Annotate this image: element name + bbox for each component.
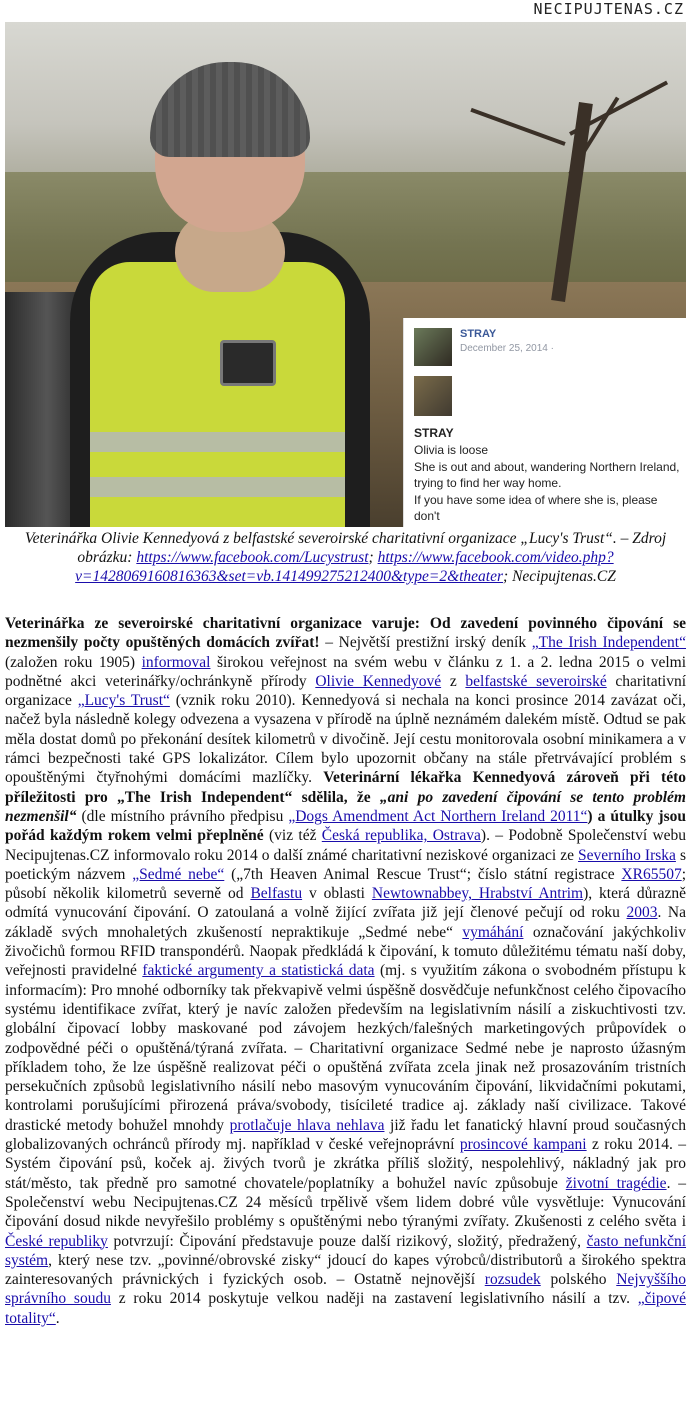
- photo-caption: [5, 529, 686, 586]
- article-text: z roku 2014 poskytuje velkou naději na zastavení legislativního násilí a tzv.: [110, 1290, 638, 1308]
- photo-vest-stripe: [90, 477, 345, 497]
- article-text: z: [441, 672, 466, 690]
- article-text: , který nese tzv. „povinné/obrovské zisky“ jdoucí do kapes výrobců/distributorů a širokého spektra zainteresovaných právnických i fyzických osob. – Ostatně nejnovější: [5, 1251, 686, 1289]
- article-text: potvrzují: Čipování představuje pouze další rizikový, složitý, předražený,: [107, 1232, 587, 1250]
- photo-gopro: [220, 340, 276, 386]
- article-text: z roku 2014. – Systém čipování psů, koček aj. živých tvorů je zkrátka příliš složitý, nespolehlivý, nákladný jak pro stát/město, tak předně pro samotné chovatele/poplatníky a bohužel navíc způsobuje: [5, 1136, 687, 1192]
- fb-line: [414, 525, 684, 528]
- article-link[interactable]: protlačuje hlava nehlava: [229, 1116, 385, 1134]
- article-text: (mj. s využitím zákona o svobodném přístupu k informacím): Pro mnohé odborníky tak překvapivě velmi úspěšně dosvědčuje nefunkčnost celého čipovacího systému identifikace zvířat, který je navíc založen především na legislativním násilí a ziskuchtivosti tzv. globální čipovací lobby maskované pod závojem hezkých/falešných marketingových průpovídek o zodpovědné péči o opuštěná/týraná zvířata. – Charitativní organizace Sedmé nebe je naprosto úžasným příkladem toho, že lze úspěšně realizovat péči o opuštěná zvířata zcela jinak než prosazováním tristních persekučních způsobů legislativního násilí nebo masovým vynucováním čipování, likvidačními pokutami, kontrolami porušujícími přirozená práva/svobody, tisícileté tradice aj. základy naší civilizace. Takové drastické metody bohužel mnohdy: [5, 962, 686, 1134]
- article-photo: [5, 22, 686, 527]
- article-text: charitativní organizace: [5, 672, 686, 710]
- article-text: . Na základě svých mnohaletých zkušeností nepraktikuje „Sedmé nebe“: [5, 904, 687, 941]
- article-text: – Největší prestižní irský deník: [319, 634, 532, 652]
- article-bold-text: Veterinářka ze severoirské charitativní organizace varuje: Od zavedení povinného čipování se nezmenšily počty opuštěných domácích zvířat!: [5, 615, 686, 652]
- article-text: („7th Heaven Animal Rescue Trust“; číslo státní registrace: [224, 865, 622, 883]
- article-text: .: [55, 1309, 60, 1327]
- article-text: (vznik roku 2010). Kennedyová si nechala na konci prosince 2014 zavázat oči, načež byla následně kolegy odvezena a vysazena v přírodě na úplně neznámém dalekém místě. Odtud se pak měla dostat domů po překonání desítek kilometrů v divočině. Její cestu monitorovala osobní minikamera a v rámci bezpečnosti také GPS lokalizátor. Cílem bylo upozornit občany na stále přetrvávající problém s opouštěnými čtyřnohými domácími mazlíčky.: [5, 692, 687, 787]
- article-link[interactable]: vymáhání: [462, 923, 524, 941]
- article-text: v oblasti: [302, 885, 372, 903]
- article-text: (viz též: [263, 827, 322, 845]
- article-link[interactable]: „čipové totality“: [5, 1290, 686, 1327]
- fb-title: STRAY: [414, 426, 454, 440]
- article-link[interactable]: „Lucy's Trust“: [77, 692, 170, 710]
- fb-thumbnail: [414, 376, 452, 416]
- photo-vest-stripe: [90, 432, 345, 452]
- fb-page-name: STRAY: [460, 328, 497, 340]
- fb-post-text: [414, 442, 684, 527]
- article-link[interactable]: „Dogs Amendment Act Northern Ireland 2011“: [288, 807, 588, 825]
- article-link[interactable]: rozsudek: [484, 1271, 541, 1289]
- article-text: ; působí několik kilometrů severně od: [5, 865, 687, 903]
- article-text: (založen roku 1905): [5, 653, 142, 671]
- article-text: polského: [540, 1271, 617, 1289]
- article-link[interactable]: Belfastu: [250, 885, 303, 903]
- article-body: [5, 614, 686, 1328]
- article-link[interactable]: XR65507: [621, 865, 682, 883]
- article-link[interactable]: Česká republika, Ostrava: [321, 827, 481, 845]
- article-text: ), která důrazně odmítá vynucování čipování. O zatoulaná a volně žijící zvířata již její členové pečují od roku: [5, 885, 686, 922]
- fb-line: trying to find her way home.: [414, 476, 562, 490]
- article-link[interactable]: prosincové kampani: [459, 1136, 587, 1154]
- article-link[interactable]: životní tragédie: [565, 1174, 667, 1192]
- photo-car: [5, 292, 75, 527]
- article-link[interactable]: „Sedmé nebe“: [132, 865, 225, 883]
- caption-link-lucystrust[interactable]: https://www.facebook.com/Lucystrust: [136, 549, 369, 566]
- article-text: označování jakýchkoliv živočichů formou RFID transpondérů. Naopak předkládá k čipování, k tomuto důležitému tématu naší doby, veřejnosti pravidelné: [5, 923, 686, 980]
- article-text: s poetickým názvem: [5, 846, 686, 883]
- facebook-post: [403, 318, 686, 527]
- article-bold-text: ) a útulky jsou pořád každým rokem velmi přeplněné: [5, 807, 686, 845]
- fb-date: December 25, 2014 ·: [460, 343, 554, 354]
- article-text: již řadu let fanatický hlavní proud současných globalizovaných ochránců přírody mj. například v české veřejnoprávní: [5, 1116, 687, 1154]
- article-text: . – Společenství webu Necipujtenas.CZ 24 měsíců trpělivě všem lidem dobré vůle vysvětluje: Vynucování čipování dosud nikde nevyřešilo problémy s opuštěnými nebo týranými zvířaty. Zkušenosti z celého světa i: [5, 1174, 687, 1231]
- article-link[interactable]: faktické argumenty a statistická data: [142, 962, 375, 980]
- article-link[interactable]: Severního Irska: [578, 846, 676, 864]
- article-link[interactable]: Nejvyššího správního soudu: [5, 1271, 687, 1308]
- article-link[interactable]: informoval: [141, 653, 211, 671]
- caption-link-video[interactable]: https://www.facebook.com/video.php?v=1428069160816363&set=vb.141499275212400&type=2&theater: [75, 549, 614, 585]
- caption-text: Veterinářka Olivie Kennedyová z belfastské severoirské charitativní organizace „Lucy's Trust“. – Zdroj obrázku:: [24, 530, 667, 566]
- article-text: (dle místního právního předpisu: [76, 807, 289, 825]
- article-quote: „ani po zavedení čipování se tento problém nezmenšil“: [5, 788, 686, 825]
- article-text: ). – Podobně Společenství webu Necipujtenas.CZ informovalo roku 2014 o další známé charitativní neziskové organizaci ze: [5, 827, 687, 864]
- article-link[interactable]: belfastské severoirské: [465, 672, 607, 690]
- article-link[interactable]: České republiky: [5, 1232, 108, 1250]
- fb-line: If you have some idea of where she is, please don't: [414, 492, 658, 523]
- article-link[interactable]: často nefunkční systém: [5, 1232, 687, 1269]
- caption-text: ;: [368, 549, 378, 566]
- article-link[interactable]: Olivie Kennedyové: [315, 672, 442, 690]
- article-text: širokou veřejnost na svém webu v článku z 1. a 2. ledna 2015 o velmi podnětné akci veterinářky/ochránkyně přírody: [5, 653, 686, 690]
- fb-line: She is out and about, wandering Northern Ireland,: [414, 459, 680, 474]
- article-link[interactable]: „The Irish Independent“: [531, 634, 686, 652]
- site-header: NECIPUJTENAS.CZ: [533, 0, 684, 18]
- article-link[interactable]: 2003: [626, 904, 658, 922]
- fb-line: Olivia is loose: [414, 443, 489, 457]
- caption-text: ; Necipujtenas.CZ: [503, 568, 616, 585]
- article-link[interactable]: Newtownabbey, Hrabství Antrim: [371, 885, 584, 903]
- article-bold-text: Veterinární lékařka Kennedyová zároveň při této příležitosti pro „The Irish Independent“ sdělila, že: [5, 769, 687, 806]
- fb-avatar: [414, 328, 452, 366]
